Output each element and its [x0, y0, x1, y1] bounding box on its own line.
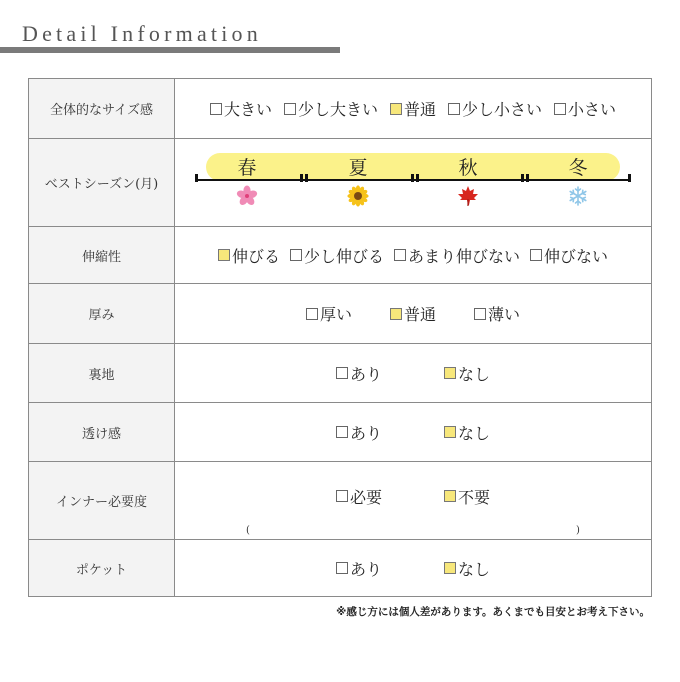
season-summer: 夏 — [348, 156, 368, 179]
detail-table — [28, 78, 652, 597]
option-0 — [336, 362, 382, 385]
paren-open: ( — [246, 524, 250, 536]
option-1 — [444, 485, 490, 508]
option-label: 伸びる — [231, 246, 280, 266]
section-header — [0, 0, 680, 60]
option-3 — [448, 97, 542, 120]
option-label: 少し伸びる — [303, 246, 384, 266]
option-label: なし — [458, 364, 491, 384]
checkbox-checked — [390, 103, 402, 115]
option-1 — [444, 362, 490, 385]
row-label: 裏地 — [29, 344, 175, 403]
sheer-options — [175, 421, 651, 444]
row-sheer — [29, 403, 652, 462]
option-1 — [444, 421, 490, 444]
checkbox-unchecked — [290, 249, 302, 261]
option-label: 少し大きい — [297, 100, 378, 119]
option-label: 普通 — [403, 100, 436, 119]
checkbox-unchecked — [448, 103, 460, 115]
stretch-options — [175, 244, 651, 267]
option-label: なし — [458, 423, 491, 443]
row-size — [29, 79, 652, 139]
option-label: 不要 — [458, 487, 491, 507]
season-winter: 冬 — [568, 156, 588, 179]
row-lining — [29, 344, 652, 403]
option-label: 普通 — [403, 305, 436, 324]
pocket-options — [175, 557, 651, 580]
option-label: 必要 — [349, 487, 382, 507]
axis-separator — [300, 174, 308, 182]
row-season — [29, 139, 652, 227]
row-label: 厚み — [29, 284, 175, 344]
option-label: 厚い — [319, 305, 352, 324]
checkbox-unchecked — [336, 426, 348, 438]
row-label: 全体的なサイズ感 — [29, 79, 175, 139]
option-label: 大きい — [223, 100, 272, 119]
option-0 — [306, 302, 352, 325]
checkbox-unchecked — [530, 249, 542, 261]
axis-separator — [521, 174, 529, 182]
axis-tick — [195, 174, 198, 182]
checkbox-unchecked — [554, 103, 566, 115]
option-label: 薄い — [488, 305, 521, 324]
option-2 — [390, 97, 436, 120]
lining-options — [175, 362, 651, 385]
option-2 — [394, 244, 520, 267]
option-label: あり — [349, 423, 382, 443]
option-0 — [336, 421, 382, 444]
title-underline-bar — [0, 47, 340, 53]
checkbox-unchecked — [210, 103, 222, 115]
season-chart — [175, 147, 651, 219]
row-label: 伸縮性 — [29, 227, 175, 284]
row-thickness — [29, 284, 652, 344]
checkbox-unchecked — [284, 103, 296, 115]
option-1 — [444, 557, 490, 580]
season-autumn: 秋 — [458, 156, 478, 179]
option-0 — [336, 557, 382, 580]
row-pocket — [29, 540, 652, 597]
sakura-icon — [236, 185, 258, 207]
snowflake-icon — [567, 185, 589, 207]
size-options — [175, 97, 651, 120]
checkbox-checked — [444, 562, 456, 574]
option-label: あり — [349, 364, 382, 384]
season-spring: 春 — [237, 156, 257, 179]
sunflower-icon — [347, 185, 369, 207]
checkbox-unchecked — [336, 490, 348, 502]
thickness-options — [175, 302, 651, 325]
option-label: 少し小さい — [462, 100, 543, 119]
option-0 — [336, 485, 382, 508]
checkbox-checked — [390, 308, 402, 320]
row-label: 透け感 — [29, 403, 175, 462]
axis-tick — [628, 174, 631, 182]
checkbox-checked — [444, 490, 456, 502]
checkbox-unchecked — [336, 562, 348, 574]
row-label: インナー必要度 — [29, 462, 175, 540]
section-title: Detail Information — [22, 21, 262, 46]
maple-leaf-icon — [457, 185, 479, 207]
row-label: ポケット — [29, 540, 175, 597]
checkbox-checked — [444, 426, 456, 438]
axis-separator — [411, 174, 419, 182]
row-label: ベストシーズン(月) — [29, 139, 175, 227]
checkbox-unchecked — [306, 308, 318, 320]
row-stretch — [29, 227, 652, 284]
checkbox-checked — [444, 367, 456, 379]
option-1 — [290, 244, 384, 267]
inner-options — [175, 485, 651, 508]
option-1 — [390, 302, 436, 325]
option-label: なし — [458, 559, 491, 579]
checkbox-checked — [218, 249, 230, 261]
option-2 — [474, 302, 520, 325]
option-0 — [218, 244, 280, 267]
footnote: ※感じ方には個人差があります。あくまでも目安とお考え下さい。 — [336, 606, 650, 618]
option-label: 伸びない — [544, 246, 609, 266]
option-0 — [210, 97, 272, 120]
checkbox-unchecked — [394, 249, 406, 261]
option-1 — [284, 97, 378, 120]
checkbox-unchecked — [474, 308, 486, 320]
option-label: あまり伸びない — [408, 246, 521, 266]
option-3 — [530, 244, 608, 267]
option-4 — [554, 97, 616, 120]
row-inner — [29, 462, 652, 540]
option-label: あり — [349, 559, 382, 579]
option-label: 小さい — [568, 100, 617, 119]
checkbox-unchecked — [336, 367, 348, 379]
paren-close: ) — [576, 524, 580, 536]
